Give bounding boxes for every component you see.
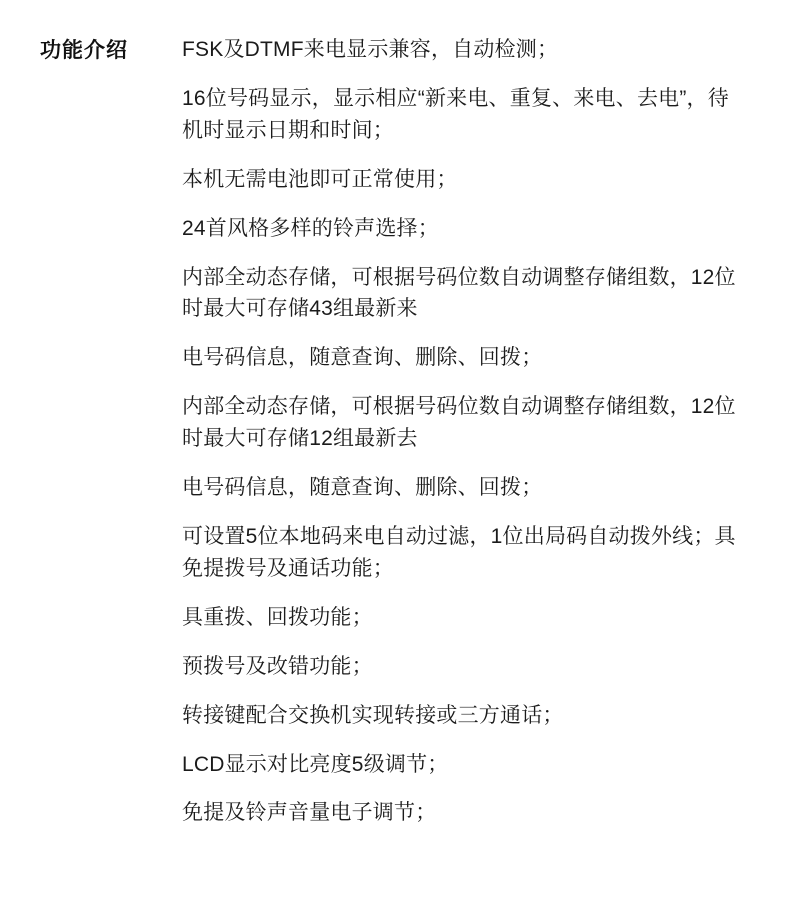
list-item: 电号码信息，随意查询、删除、回拨； bbox=[182, 476, 543, 500]
feature-introduction-block bbox=[40, 34, 750, 829]
list-item: 可设置5位本地码来电自动过滤，1位出局码自动拨外线；具免提拨号及通话功能； bbox=[182, 524, 736, 580]
list-item: FSK及DTMF来电显示兼容，自动检测； bbox=[182, 38, 559, 61]
list-item: 24首风格多样的铃声选择； bbox=[182, 216, 439, 240]
section-label: 功能介绍 bbox=[40, 39, 128, 62]
list-item: 本机无需电池即可正常使用； bbox=[182, 167, 458, 191]
list-item: LCD显示对比亮度5级调节； bbox=[182, 752, 449, 776]
list-item: 内部全动态存储，可根据号码位数自动调整存储组数，12位时最大可存储12组最新去 bbox=[182, 395, 736, 451]
list-item: 具重拨、回拨功能； bbox=[182, 605, 373, 629]
feature-list bbox=[180, 34, 750, 829]
list-item: 预拨号及改错功能； bbox=[182, 654, 373, 678]
list-item: 电号码信息，随意查询、删除、回拨； bbox=[182, 346, 543, 370]
list-item: 16位号码显示，显示相应“新来电、重复、来电、去电”，待机时显示日期和时间； bbox=[182, 86, 729, 142]
list-item: 免提及铃声音量电子调节； bbox=[182, 801, 437, 825]
list-item: 转接键配合交换机实现转接或三方通话； bbox=[182, 703, 564, 727]
list-item: 内部全动态存储，可根据号码位数自动调整存储组数，12位时最大可存储43组最新来 bbox=[182, 265, 736, 321]
